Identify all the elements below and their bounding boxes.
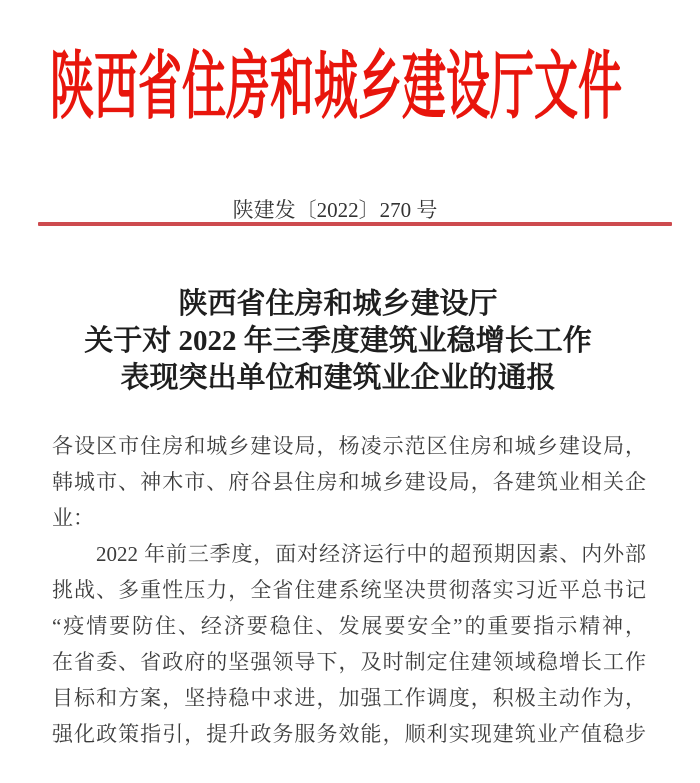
document-title	[0, 286, 688, 397]
title-line-3: 表现突出单位和建筑业企业的通报	[120, 362, 556, 394]
salutation-line: 业：	[52, 506, 94, 530]
paragraph-line: 在省委、省政府的坚强领导下，及时制定住建领域稳增长工作	[52, 650, 646, 674]
salutation-line: 韩城市、神木市、府谷县住房和城乡建设局，各建筑业相关企	[52, 470, 646, 494]
letterhead-title: 陕西省住房和城乡建设厅文件	[50, 46, 622, 129]
red-divider-line	[38, 222, 672, 226]
paragraph-line: 强化政策指引，提升政务服务效能，顺利实现建筑业产值稳步	[52, 722, 646, 746]
salutation-line: 各设区市住房和城乡建设局，杨凌示范区住房和城乡建设局，	[52, 434, 646, 458]
document-number: 陕建发〔2022〕270 号	[232, 198, 438, 222]
paragraph-line: “疫情要防住、经济要稳住、发展要安全”的重要指示精神，	[52, 614, 646, 638]
title-line-1: 陕西省住房和城乡建设厅	[178, 288, 498, 320]
document-body	[52, 428, 646, 752]
paragraph-line: 目标和方案，坚持稳中求进，加强工作调度，积极主动作为，	[52, 686, 646, 710]
paragraph-line: 2022 年前三季度，面对经济运行中的超预期因素、内外部	[96, 542, 646, 566]
paragraph-line: 挑战、多重性压力，全省住建系统坚决贯彻落实习近平总书记	[52, 578, 646, 602]
title-line-2: 关于对 2022 年三季度建筑业稳增长工作	[84, 325, 592, 357]
